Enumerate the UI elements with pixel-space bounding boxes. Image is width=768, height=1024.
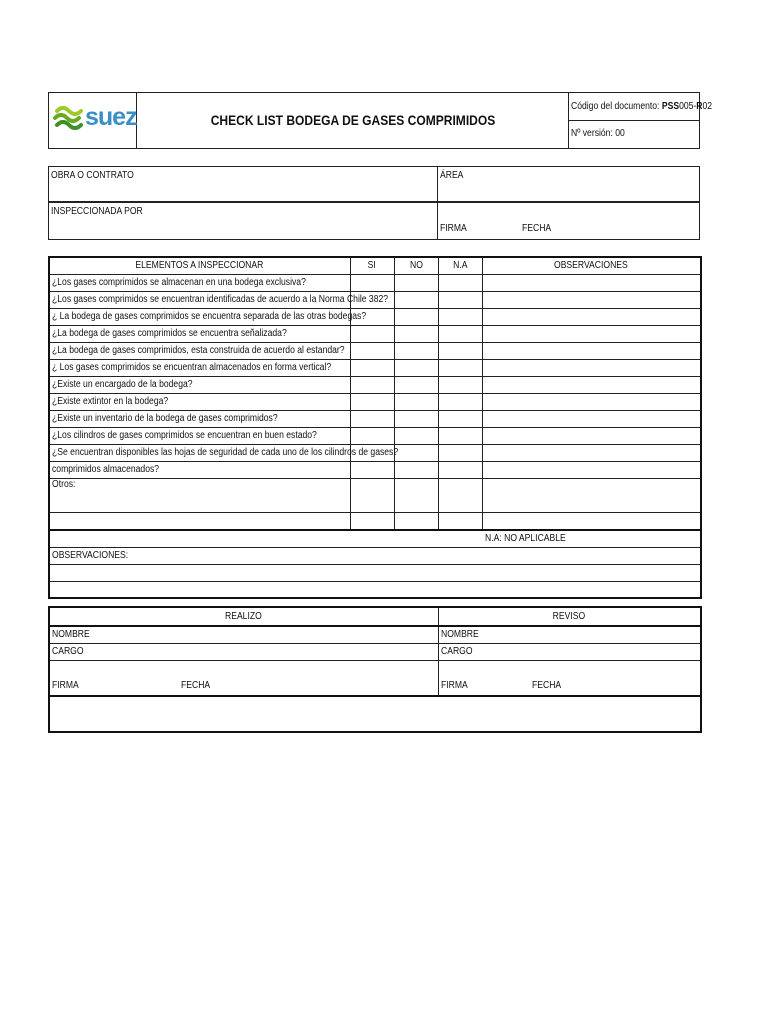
obs-cell[interactable] — [482, 410, 701, 427]
no-cell[interactable] — [394, 461, 438, 478]
col-header: NO — [394, 257, 438, 274]
no-cell[interactable] — [394, 291, 438, 308]
no-cell[interactable] — [394, 359, 438, 376]
no-cell[interactable] — [394, 342, 438, 359]
na-cell[interactable] — [438, 410, 482, 427]
doc-code-cell — [569, 93, 713, 121]
na-note: N.A: NO APLICABLE — [485, 533, 566, 545]
title-cell — [137, 93, 569, 148]
obs-cell[interactable] — [482, 427, 701, 444]
area-cell[interactable] — [438, 167, 699, 203]
item-question-cell — [49, 325, 350, 342]
item-question-cell — [49, 393, 350, 410]
item-question-cell — [49, 291, 389, 308]
item-question-cell — [49, 359, 350, 376]
otros-row — [49, 478, 701, 512]
item-question: ¿Existe un encargado de la bodega? — [52, 379, 193, 390]
no-cell[interactable] — [394, 376, 438, 393]
item-question: ¿Los gases comprimidos se almacenan en una bodega exclusiva? — [52, 277, 306, 288]
na-cell[interactable] — [438, 461, 482, 478]
obs-cell[interactable] — [482, 291, 701, 308]
na-cell[interactable] — [438, 444, 482, 461]
realizo-firma-label: FIRMA — [52, 680, 79, 691]
no-cell[interactable] — [394, 325, 438, 342]
obs-cell[interactable] — [482, 461, 701, 478]
checklist-row — [49, 325, 701, 342]
otros-row-2 — [49, 512, 701, 530]
realizo-cargo-cell[interactable]: CARGO — [49, 643, 438, 660]
doc-code: Código del documento: PSS005-R02 — [571, 101, 713, 112]
checklist-row — [49, 274, 701, 291]
otros-label-cell[interactable]: Otros: — [49, 478, 350, 512]
version-text: Nº versión: 00 — [571, 128, 625, 139]
comments-row — [49, 696, 701, 732]
nombre-row — [49, 626, 701, 643]
na-cell[interactable] — [438, 427, 482, 444]
info-block — [48, 166, 700, 240]
na-cell[interactable] — [438, 342, 482, 359]
no-cell[interactable] — [394, 444, 438, 461]
item-question-cell — [49, 410, 350, 427]
comments-cell[interactable] — [49, 696, 701, 732]
item-question-cell — [49, 427, 350, 444]
observaciones-line-cell[interactable] — [49, 564, 701, 581]
reviso-firma-cell[interactable] — [438, 660, 701, 696]
na-cell[interactable] — [438, 393, 482, 410]
item-question: ¿Los gases comprimidos se encuentran identificadas de acuerdo a la Norma Chile 382? — [52, 294, 389, 305]
item-question: ¿ Los gases comprimidos se encuentran almacenados en forma vertical? — [52, 362, 332, 373]
checklist-table — [48, 256, 702, 599]
na-cell[interactable] — [438, 478, 482, 512]
item-question-cell — [49, 461, 350, 478]
si-cell[interactable] — [350, 342, 394, 359]
signature-table — [48, 606, 702, 733]
obs-cell[interactable] — [482, 376, 701, 393]
item-question-cell — [49, 308, 367, 325]
si-cell[interactable] — [350, 512, 394, 530]
checklist-row — [49, 393, 701, 410]
realizo-fecha-label: FECHA — [180, 680, 211, 691]
item-question: comprimidos almacenados? — [52, 464, 160, 475]
si-cell[interactable] — [350, 410, 394, 427]
si-cell[interactable] — [350, 376, 394, 393]
si-cell[interactable] — [350, 478, 394, 512]
no-cell[interactable] — [394, 427, 438, 444]
obs-cell[interactable] — [482, 444, 701, 461]
item-question: ¿Los cilindros de gases comprimidos se encuentran en buen estado? — [52, 430, 317, 441]
item-question: ¿La bodega de gases comprimidos se encuentra señalizada? — [52, 328, 287, 339]
no-cell[interactable] — [394, 478, 438, 512]
firma-row — [49, 660, 701, 696]
obra-cell[interactable] — [49, 167, 438, 203]
checklist-row — [49, 308, 701, 325]
obra-label: OBRA O CONTRATO — [51, 170, 134, 181]
otros-extra-cell[interactable] — [49, 512, 350, 530]
obs-cell[interactable] — [482, 342, 701, 359]
item-question-cell — [49, 342, 350, 359]
item-question-cell — [49, 376, 350, 393]
fecha-label: FECHA — [522, 223, 552, 234]
checklist-row — [49, 410, 701, 427]
na-cell[interactable] — [438, 512, 482, 530]
page-title: CHECK LIST BODEGA DE GASES COMPRIMIDOS — [210, 112, 496, 128]
reviso-nombre-cell[interactable]: NOMBRE — [438, 626, 701, 643]
obs-cell[interactable] — [482, 325, 701, 342]
na-cell[interactable] — [438, 274, 482, 291]
observaciones-label-cell[interactable]: OBSERVACIONES: — [49, 547, 701, 564]
obs-cell[interactable] — [482, 274, 701, 291]
signature-header-row — [49, 607, 701, 626]
realizo-firma-cell[interactable] — [49, 660, 438, 696]
obs-cell[interactable] — [482, 512, 701, 530]
logo-cell — [49, 93, 137, 148]
item-question: ¿La bodega de gases comprimidos, esta construida de acuerdo al estandar? — [52, 345, 345, 356]
observaciones-line — [49, 564, 701, 581]
observaciones-row — [49, 547, 701, 564]
na-note-cell — [49, 530, 701, 547]
observaciones-line — [49, 581, 701, 598]
no-cell[interactable] — [394, 410, 438, 427]
checklist-header-row — [49, 257, 701, 274]
na-cell[interactable] — [438, 325, 482, 342]
na-cell[interactable] — [438, 359, 482, 376]
inspeccionada-label: INSPECCIONADA POR — [51, 206, 143, 217]
na-note-row — [49, 530, 701, 547]
checklist-row — [49, 427, 701, 444]
col-header: N.A — [438, 257, 482, 274]
no-cell[interactable] — [394, 274, 438, 291]
obs-cell[interactable] — [482, 308, 701, 325]
realizo-header: REALIZO — [49, 607, 438, 626]
version-cell — [569, 121, 699, 148]
checklist-row — [49, 342, 701, 359]
checklist-row — [49, 461, 701, 478]
reviso-fecha-label: FECHA — [532, 680, 562, 691]
no-cell[interactable] — [394, 308, 438, 325]
item-question: ¿ La bodega de gases comprimidos se encuentra separada de las otras bodegas? — [52, 311, 367, 322]
item-question-cell — [49, 274, 350, 291]
area-label: ÁREA — [440, 170, 464, 181]
checklist-row — [49, 291, 701, 308]
obs-cell[interactable] — [482, 359, 701, 376]
inspeccionada-cell[interactable] — [49, 203, 438, 239]
item-question: ¿Se encuentran disponibles las hojas de seguridad de cada uno de los cilindros de gases? — [52, 447, 399, 458]
no-cell[interactable] — [394, 512, 438, 530]
observaciones-line-cell[interactable] — [49, 581, 701, 598]
document-header — [48, 92, 713, 149]
col-header: OBSERVACIONES — [482, 257, 701, 274]
obs-cell[interactable] — [482, 478, 701, 512]
suez-logo-icon — [53, 103, 83, 133]
reviso-header: REVISO — [438, 607, 701, 626]
reviso-cargo-cell[interactable]: CARGO — [438, 643, 701, 660]
no-cell[interactable] — [394, 393, 438, 410]
na-cell[interactable] — [438, 308, 482, 325]
si-cell[interactable] — [350, 427, 394, 444]
item-question: ¿Existe extintor en la bodega? — [52, 396, 169, 407]
checklist-row — [49, 444, 701, 461]
na-cell[interactable] — [438, 376, 482, 393]
si-cell[interactable] — [350, 461, 394, 478]
logo-text: suez — [85, 103, 137, 131]
checklist-row — [49, 376, 701, 393]
na-cell[interactable] — [438, 291, 482, 308]
si-cell[interactable] — [350, 325, 394, 342]
col-header: SI — [350, 257, 394, 274]
item-question-cell — [49, 444, 399, 461]
cargo-row — [49, 643, 701, 660]
reviso-firma-label: FIRMA — [440, 680, 468, 691]
obs-cell[interactable] — [482, 393, 701, 410]
realizo-nombre-cell[interactable]: NOMBRE — [49, 626, 438, 643]
col-header: ELEMENTOS A INSPECCIONAR — [49, 257, 350, 274]
si-cell[interactable] — [350, 393, 394, 410]
si-cell[interactable] — [350, 274, 394, 291]
checklist-row — [49, 359, 701, 376]
firma-fecha-cell[interactable] — [438, 203, 699, 239]
si-cell[interactable] — [350, 359, 394, 376]
firma-label: FIRMA — [440, 223, 467, 234]
item-question: ¿Existe un inventario de la bodega de gases comprimidos? — [52, 413, 278, 424]
